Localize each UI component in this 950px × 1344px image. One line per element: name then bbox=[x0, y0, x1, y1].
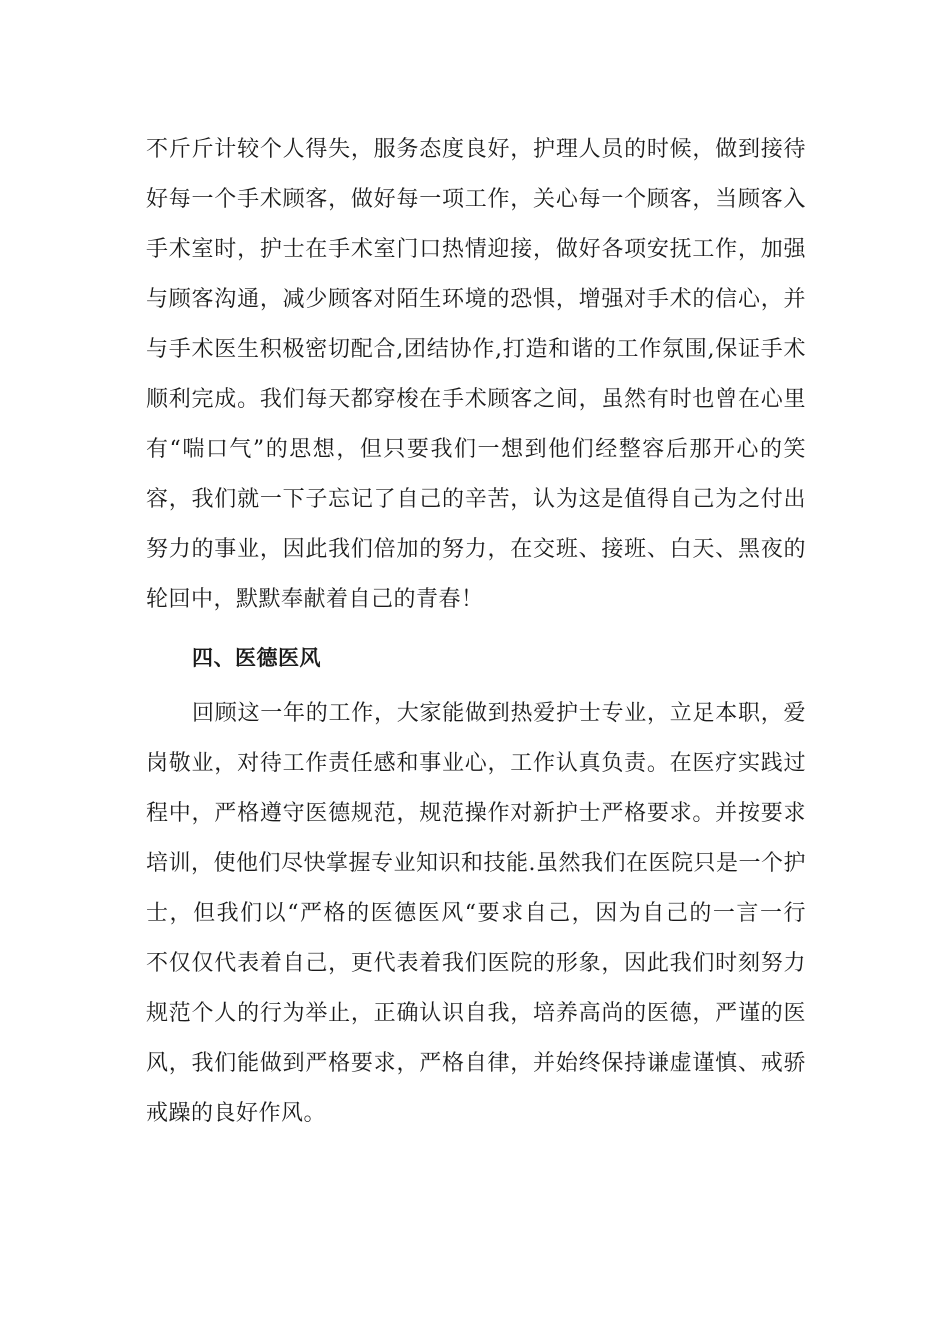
paragraph-1-line: 与手术医生积极密切配合,团结协作,打造和谐的工作氛围,保证手术 bbox=[146, 337, 806, 362]
paragraph-2-line: 规范个人的行为举止，正确认识自我，培养高尚的医德，严谨的医 bbox=[146, 1001, 806, 1026]
paragraph-2-line: 士，但我们以“严格的医德医风“要求自己，因为自己的一言一行 bbox=[146, 901, 806, 926]
paragraph-1-line: 好每一个手术顾客，做好每一项工作，关心每一个顾客，当顾客入 bbox=[146, 187, 806, 212]
paragraph-2-line: 回顾这一年的工作，大家能做到热爱护士专业，立足本职，爱 bbox=[192, 701, 806, 726]
paragraph-1-line: 不斤斤计较个人得失，服务态度良好，护理人员的时候，做到接待 bbox=[146, 137, 806, 162]
paragraph-2-line: 戒躁的良好作风。 bbox=[146, 1101, 327, 1126]
section-heading: 四、医德医风 bbox=[192, 646, 321, 670]
document-page bbox=[146, 125, 806, 1139]
paragraph-2-line: 风，我们能做到严格要求，严格自律，并始终保持谦虚谨慎、戒骄 bbox=[146, 1051, 806, 1076]
paragraph-2-line: 岗敬业，对待工作责任感和事业心，工作认真负责。在医疗实践过 bbox=[146, 751, 806, 776]
paragraph-2 bbox=[146, 689, 806, 1139]
paragraph-1-line: 手术室时，护士在手术室门口热情迎接，做好各项安抚工作，加强 bbox=[146, 237, 806, 262]
paragraph-1-line: 与顾客沟通，减少顾客对陌生环境的恐惧，增强对手术的信心，并 bbox=[146, 287, 806, 312]
paragraph-1 bbox=[146, 125, 806, 625]
paragraph-2-line: 不仅仅代表着自己，更代表着我们医院的形象，因此我们时刻努力 bbox=[146, 951, 806, 976]
paragraph-1-line: 努力的事业，因此我们倍加的努力，在交班、接班、白天、黑夜的 bbox=[146, 537, 806, 562]
paragraph-1-line: 轮回中，默默奉献着自己的青春！ bbox=[146, 587, 484, 612]
paragraph-1-line: 容，我们就一下子忘记了自己的辛苦，认为这是值得自己为之付出 bbox=[146, 487, 806, 512]
paragraph-1-line: 顺利完成。我们每天都穿梭在手术顾客之间，虽然有时也曾在心里 bbox=[146, 387, 806, 412]
paragraph-1-line: 有“喘口气”的思想，但只要我们一想到他们经整容后那开心的笑 bbox=[146, 437, 806, 462]
paragraph-2-line: 培训，使他们尽快掌握专业知识和技能.虽然我们在医院只是一个护 bbox=[146, 851, 806, 876]
paragraph-2-line: 程中，严格遵守医德规范，规范操作对新护士严格要求。并按要求 bbox=[146, 801, 806, 826]
